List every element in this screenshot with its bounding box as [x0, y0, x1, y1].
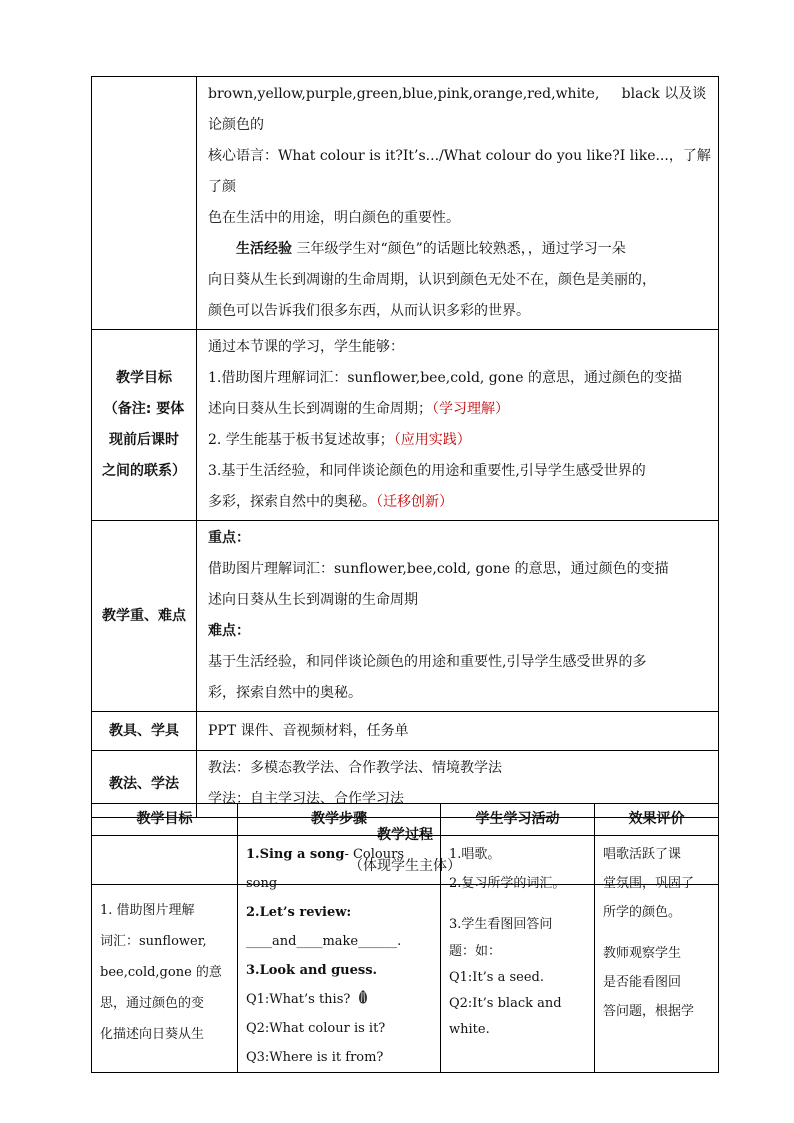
question-2: Q2:What colour is it? — [246, 1021, 386, 1036]
key-point-line: 述向日葵从生长到凋谢的生命周期 — [208, 592, 418, 608]
activity-2: 2.复习所学的词汇。 — [449, 876, 566, 891]
teaching-goals-content — [197, 330, 719, 521]
process-row — [92, 836, 719, 1073]
process-steps-cell — [238, 836, 441, 1073]
evaluation-line: 教师观察学生 — [603, 946, 682, 961]
analysis-line: 核心语言：What colour is it?It’s.../What colour do you like?I like...，了解了颜 — [208, 148, 711, 195]
key-point-heading: 重点： — [208, 530, 250, 546]
goals-label-line: 之间的联系） — [102, 463, 186, 479]
evaluation-line: 是否能看图回 — [603, 975, 682, 990]
goal-line: 思，通过颜色的变 — [100, 995, 205, 1011]
goal-3-text: 多彩，探索自然中的奥秘。 — [208, 494, 376, 510]
evaluation-line: 堂氛围，巩固了 — [603, 876, 695, 891]
header-evaluation: 效果评价 — [595, 804, 719, 836]
activity-1: 1.唱歌。 — [449, 847, 501, 862]
goal-1-tag: （学习理解） — [432, 401, 509, 417]
process-evaluation-cell — [595, 836, 719, 1073]
spacer — [603, 927, 712, 939]
question-3: Q3:Where is it from? — [246, 1050, 384, 1065]
goal-line: 化描述向日葵从生 — [100, 1026, 205, 1042]
goal-2-line — [208, 425, 712, 456]
goals-intro: 通过本节课的学习，学生能够： — [208, 339, 404, 355]
spacer — [449, 898, 588, 910]
key-difficult-label: 教学重、难点 — [92, 521, 197, 712]
goals-label-line: 现前后课时 — [109, 432, 179, 448]
analysis-label-cell — [92, 77, 197, 330]
goal-2-text: 2. 学生能基于板书复述故事； — [208, 432, 394, 448]
goal-line: 1. 借助图片理解 — [100, 902, 195, 918]
question-1 — [246, 985, 434, 1014]
analysis-line: 颜色可以告诉我们很多东西，从而认识多彩的世界。 — [208, 303, 530, 319]
goal-line: 词汇：sunflower, — [100, 933, 207, 949]
process-table — [91, 803, 719, 1073]
life-experience-line — [208, 234, 712, 265]
goals-label-line: 教学目标 — [116, 370, 172, 386]
analysis-line: 向日葵从生长到凋谢的生命周期，认识到颜色无处不在，颜色是美丽的， — [208, 272, 656, 288]
header-steps: 教学步骤 — [238, 804, 441, 836]
spacer — [100, 859, 231, 895]
step-2-head: 2.Let’s review: — [246, 905, 352, 920]
teaching-goals-label — [92, 330, 197, 521]
activity-answer-1: Q1:It’s a seed. — [449, 970, 544, 985]
process-goal-cell — [92, 836, 238, 1073]
goals-label-line: （备注: 要体 — [103, 401, 185, 417]
difficult-point-line: 彩，探索自然中的奥秘。 — [208, 685, 362, 701]
goal-3-tag: （迁移创新） — [376, 494, 453, 510]
goal-1-text: 述向日葵从生长到凋谢的生命周期； — [208, 401, 432, 417]
analysis-line: 色在生活中的用途，明白颜色的重要性。 — [208, 210, 460, 226]
tools-content: PPT 课件、音视频材料，任务单 — [197, 712, 719, 751]
step-1-rest: - Colours song — [246, 847, 404, 891]
goal-1-line: 1.借助图片理解词汇：sunflower,bee,cold, gone 的意思，通过颜色的变描 — [208, 370, 682, 386]
process-header-row — [92, 804, 719, 836]
activity-3: 题：如： — [449, 944, 502, 959]
teaching-goals-row — [92, 330, 719, 521]
header-goal: 教学目标 — [92, 804, 238, 836]
question-1-text: Q1:What’s this? — [246, 992, 351, 1007]
goal-2-tag: （应用实践） — [393, 432, 471, 448]
life-experience-text: 三年级学生对“颜色”的话题比较熟悉，，通过学习一朵 — [292, 241, 626, 257]
process-title: 教学过程 — [377, 827, 433, 843]
difficult-point-heading: 难点： — [208, 623, 250, 639]
evaluation-line: 答问题，根据学 — [603, 1004, 695, 1019]
step-1-head: 1.Sing a song — [246, 847, 345, 862]
activity-answer-2: white. — [449, 1022, 490, 1037]
step-3-head: 3.Look and guess. — [246, 963, 378, 978]
evaluation-line: 唱歌活跃了课 — [603, 847, 682, 862]
key-point-line: 借助图片理解词汇：sunflower,bee,cold, gone 的意思，通过颜色的变描 — [208, 561, 669, 577]
lesson-plan-table — [91, 76, 719, 885]
learning-method: 学法：自主学习法、合作学习法 — [208, 791, 404, 807]
life-experience-label: 生活经验 — [236, 241, 292, 257]
tools-row — [92, 712, 719, 751]
process-subtitle: （体现学生主体） — [349, 858, 461, 874]
step-1 — [246, 840, 434, 898]
analysis-content-cell — [197, 77, 719, 330]
header-activities: 学生学习活动 — [441, 804, 595, 836]
goal-1-line — [208, 394, 712, 425]
difficult-point-line: 基于生活经验，和同伴谈论颜色的用途和重要性,引导学生感受世界的多 — [208, 654, 647, 670]
activity-3: 3.学生看图回答问 — [449, 917, 553, 932]
methods-label: 教法、学法 — [92, 751, 197, 818]
analysis-row — [92, 77, 719, 330]
activity-answer-2: Q2:It’s black and — [449, 996, 562, 1011]
evaluation-line: 所学的颜色。 — [603, 905, 682, 920]
process-activities-cell — [441, 836, 595, 1073]
analysis-line: brown,yellow,purple,green,blue,pink,orange,red,white, black 以及谈论颜色的 — [208, 86, 707, 133]
goal-3-line: 3.基于生活经验，和同伴谈论颜色的用途和重要性,引导学生感受世界的 — [208, 463, 646, 479]
key-difficult-content — [197, 521, 719, 712]
step-2-fill: ____and____make______. — [246, 934, 402, 949]
key-difficult-row — [92, 521, 719, 712]
goal-3-line — [208, 487, 712, 518]
goal-line: bee,cold,gone 的意 — [100, 964, 222, 980]
teaching-method: 教法：多模态教学法、合作教学法、情境教学法 — [208, 760, 502, 776]
tools-label: 教具、学具 — [92, 712, 197, 751]
sunflower-seed-icon — [358, 990, 368, 1005]
